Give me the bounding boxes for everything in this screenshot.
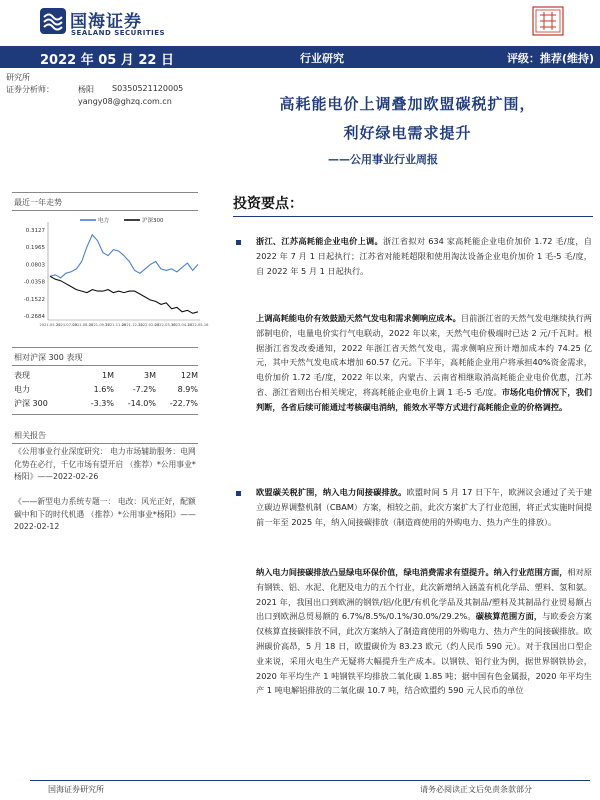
sealand-logo-icon (40, 8, 66, 34)
footer-disclaimer: 请务必阅读正文后免责条款部分 (420, 785, 532, 794)
table-cell: 沪深 300 (14, 398, 48, 408)
analyst-dept: 研究所 (6, 73, 30, 82)
table-row (14, 396, 198, 410)
paragraph-body: 浙江省拟对 634 家高耗能企业电价加价 1.72 毛/度，自 2022 年 7 月 1 日起执行；江苏省对能耗超限和使用淘汰设备企业电价加价 1 毛-5 毛/度，自 2022 年 5 月 1 日起执行。 (256, 236, 592, 276)
keypoint-paragraph-1 (256, 234, 592, 278)
paragraph-lead: 上调高耗能电价有效鼓励天然气发电和需求侧响应成本。 (256, 313, 461, 323)
paragraph-lead: 欧盟碳关税扩围，纳入电力间接碳排放。 (256, 487, 407, 497)
series-power-line (50, 235, 198, 278)
series-hs300-line (50, 276, 198, 313)
x-tick-label: 2022-04-30 (171, 323, 193, 327)
y-tick-label: 0.0803 (25, 262, 45, 269)
table-header-cell: 表现 (14, 370, 30, 380)
legend-power-label: 电力 (98, 218, 110, 224)
table-cell: -7.2% (132, 384, 156, 394)
report-subtitle: ——公用事业行业周报 (328, 153, 438, 166)
report-type: 行业研究 (300, 52, 344, 65)
x-tick-label: 2022-03-18 (154, 323, 176, 327)
table-header-cell: 1M (102, 370, 114, 380)
y-tick-label: -0.1522 (23, 296, 45, 303)
perf-table (14, 368, 198, 410)
trend-heading: 最近一年走势 (14, 198, 62, 207)
report-rating: 评级：推荐(维持) (506, 52, 594, 65)
header-bar (0, 46, 600, 68)
divider (12, 210, 198, 211)
related-report-1[interactable]: 《公用事业行业深度研究： 电力市场辅助服务：电网化势在必行，千亿市场有望开启 （推荐）*公用事业*杨阳》——2022-02-26 (14, 447, 196, 481)
keypoint-paragraph-3 (256, 485, 592, 529)
y-tick-label: -0.0358 (23, 279, 45, 286)
divider (233, 216, 593, 217)
table-cell: -3.3% (90, 398, 114, 408)
report-title-line2: 利好绿电需求提升 (343, 124, 472, 142)
paragraph-body: 目前浙江省的天然气发电继续执行两部制电价，电量电价实行气电联动，2022 年以来，天然气电价极端时已达 2 元/千瓦时。根据浙江省发改委通知，2022 年浙江省天然气发电，需求侧响应预计增加成本约 74.25 亿元，其中天然气发电成本增加 60.57 亿元。下半年，高耗能企业用户将承担40%资金需求，电价加价 1.72 毛/度，2022 年以来，内蒙古、云南省相继取消高耗能企业电价优惠，江苏省、浙江省则出台相关规定，将高耗能企业电价上调 1 毛-5 毛/度。 (256, 313, 592, 397)
table-cell: -14.0% (127, 398, 156, 408)
legend-hs300-label: 沪深300 (142, 218, 164, 224)
table-header-row (14, 368, 198, 382)
divider (12, 443, 198, 444)
paragraph-conclusion: 市场化电价情况下，我们判断，各省后续可能通过考核碳电消纳，能效水平等方式进行高耗能企业的价格调控。 (256, 386, 592, 412)
x-tick-label: 2021-07-03 (55, 323, 77, 327)
footer-divider (30, 780, 590, 781)
table-cell: 8.9% (177, 384, 198, 394)
y-tick-label: -0.2684 (23, 314, 45, 320)
paragraph-subhead: 碳核算范围方面， (475, 611, 543, 622)
perf-heading: 相对沪深 300 表现 (14, 353, 83, 362)
table-header-cell: 3M (144, 370, 156, 380)
paragraph-body: 与欧委会方案仅核算直接碳排放不同，此次方案纳入了制造商使用的外购电力、热力产生的间接碳排放。欧洲碳价高昂，5 月 18 日，欧盟碳价为 83.23 欧元（约人民币 590 元）。对于我国出口型企业来说，采用火电生产无疑将大幅提升生产成本。以钢铁、铝行业为例，据世界钢铁协会，2020 年平均生产 1 吨钢铁平均排放二氧化碳 1.85 吨；据中国有色金属报，2020 年平均生产 1 吨电解铝排放的二氧化碳 10.7 吨，结合欧盟约 590 元人民币的单位 (256, 611, 592, 696)
divider (12, 347, 198, 348)
analyst-name: 杨阳 (78, 85, 94, 94)
x-axis-ticks (40, 323, 210, 327)
x-tick-label: 2021-11-09 (105, 323, 127, 327)
divider (12, 414, 198, 415)
divider (12, 192, 198, 193)
y-axis-ticks (24, 228, 46, 320)
footer-institute: 国海证券研究所 (48, 785, 104, 794)
keypoint-paragraph-4 (256, 565, 592, 698)
x-tick-label: 2021-12-22 (121, 323, 143, 327)
y-tick-label: 0.3127 (25, 228, 45, 234)
related-report-2[interactable]: 《——新型电力系统专题一： 电改：风光正好，配额碳中和下的时代机遇 （推荐）*公用事业*杨阳》——2022-02-12 (14, 497, 196, 531)
paragraph-lead: 纳入电力间接碳排放凸显绿电环保价值，绿电消费需求有望提升。纳入行业范围方面， (256, 567, 568, 577)
related-heading: 相关报告 (14, 431, 46, 440)
paragraph-body: 欧盟时间 5 月 17 日下午，欧洲议会通过了关于建立碳边界调整机制（CBAM）方案，相较之前，此次方案扩大了行业范围，将正式实施时间提前一年至 2025 年，纳入间接碳排放（制造商使用的外购电力、热力产生的排放）。 (256, 487, 592, 527)
y-tick-label: 0.1965 (25, 245, 45, 252)
bullet-icon (236, 240, 241, 245)
keypoint-paragraph-2 (256, 311, 592, 415)
analyst-cert: S0350521120005 (112, 84, 184, 93)
keypoints-heading: 投资要点： (233, 196, 303, 212)
table-cell: 电力 (14, 384, 30, 394)
bullet-icon (236, 491, 241, 496)
table-cell: 1.6% (93, 384, 114, 394)
seal-stamp-icon (532, 6, 564, 36)
report-title-line1: 高耗能电价上调叠加欧盟碳税扩围， (279, 95, 536, 113)
report-date: 2022 年 05 月 22 日 (40, 53, 174, 68)
table-header-cell: 12M (180, 370, 198, 380)
x-tick-label: 2021-08-15 (72, 323, 94, 327)
paragraph-lead: 浙江、江苏高耗能企业电价上调。 (256, 236, 383, 246)
chart-legend (80, 216, 164, 224)
table-row (14, 382, 198, 396)
table-cell: -22.7% (169, 398, 198, 408)
x-tick-label: 2021-05-21 (39, 323, 61, 327)
analyst-label: 证券分析师： (6, 85, 54, 94)
company-name-en: SEALAND SECURITIES (71, 29, 166, 37)
x-tick-label: 2022-02-03 (138, 323, 160, 327)
x-tick-label: 2022-05-16 (187, 323, 209, 327)
divider (12, 365, 198, 366)
paragraph-body: 相对原有钢铁、铝、水泥、化肥及电力的五个行业，此次新增纳入涵盖有机化学品、塑料、氢和氨。2021 年，我国出口到欧洲的钢铁/铝/化肥/有机化学品及其制品/塑料及其制品行业贸易额占出口到欧洲总贸易额的 6.7%/8.5%/0.1%/30.0%/29.2%。 (256, 567, 592, 622)
analyst-email[interactable]: yangy08@ghzq.com.cn (78, 97, 172, 106)
x-tick-label: 2021-09-27 (88, 323, 110, 327)
company-name-cn: 国海证券 (70, 12, 142, 32)
trend-chart (12, 212, 209, 330)
